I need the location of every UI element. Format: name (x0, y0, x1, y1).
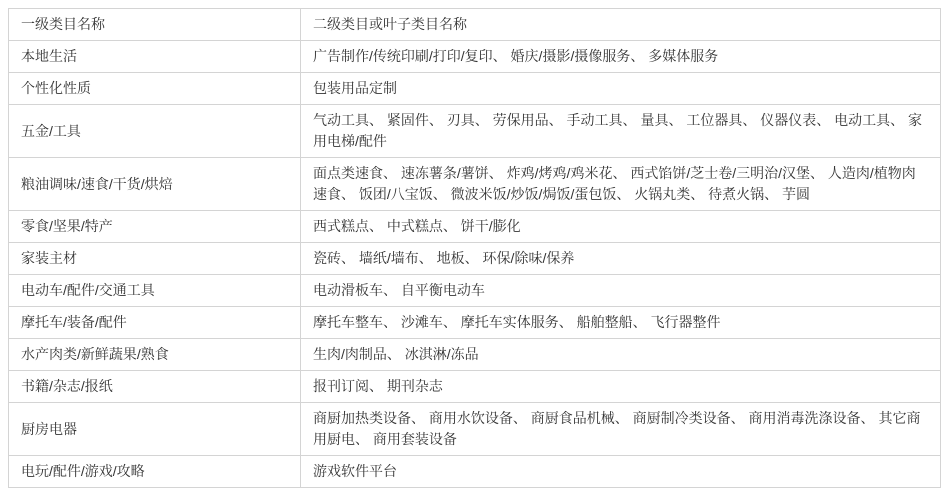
header-level2-category: 二级类目或叶子类目名称 (301, 9, 941, 41)
category-cell: 五金/工具 (9, 105, 301, 158)
table-row (9, 403, 941, 456)
table-row (9, 275, 941, 307)
table-row (9, 456, 941, 488)
subcategory-cell: 面点类速食、 速冻薯条/薯饼、 炸鸡/烤鸡/鸡米花、 西式馅饼/芝士卷/三明治/汉堡、 人造肉/植物肉速食、 饭团/八宝饭、 微波米饭/炒饭/焗饭/蛋包饭、 火锅丸类、 待煮火锅、 芋圆 (301, 158, 941, 211)
subcategory-cell: 电动滑板车、 自平衡电动车 (301, 275, 941, 307)
table-row (9, 339, 941, 371)
subcategory-cell: 生肉/肉制品、 冰淇淋/冻品 (301, 339, 941, 371)
category-cell: 电动车/配件/交通工具 (9, 275, 301, 307)
category-cell: 家装主材 (9, 243, 301, 275)
subcategory-cell: 西式糕点、 中式糕点、 饼干/膨化 (301, 211, 941, 243)
table-row (9, 307, 941, 339)
table-row (9, 41, 941, 73)
category-cell: 零食/坚果/特产 (9, 211, 301, 243)
subcategory-cell: 商厨加热类设备、 商用水饮设备、 商厨食品机械、 商厨制冷类设备、 商用消毒洗涤设备、 其它商用厨电、 商用套装设备 (301, 403, 941, 456)
header-level1-category: 一级类目名称 (9, 9, 301, 41)
subcategory-cell: 广告制作/传统印刷/打印/复印、 婚庆/摄影/摄像服务、 多媒体服务 (301, 41, 941, 73)
category-cell: 个性化性质 (9, 73, 301, 105)
category-table (8, 8, 941, 488)
table-row (9, 73, 941, 105)
subcategory-cell: 包装用品定制 (301, 73, 941, 105)
subcategory-cell: 摩托车整车、 沙滩车、 摩托车实体服务、 船舶整船、 飞行器整件 (301, 307, 941, 339)
category-cell: 摩托车/装备/配件 (9, 307, 301, 339)
subcategory-cell: 瓷砖、 墙纸/墙布、 地板、 环保/除味/保养 (301, 243, 941, 275)
category-cell: 粮油调味/速食/干货/烘焙 (9, 158, 301, 211)
table-header-row (9, 9, 941, 41)
category-cell: 本地生活 (9, 41, 301, 73)
subcategory-cell: 气动工具、 紧固件、 刃具、 劳保用品、 手动工具、 量具、 工位器具、 仪器仪表、 电动工具、 家用电梯/配件 (301, 105, 941, 158)
category-cell: 书籍/杂志/报纸 (9, 371, 301, 403)
subcategory-cell: 游戏软件平台 (301, 456, 941, 488)
table-row (9, 371, 941, 403)
table-row (9, 211, 941, 243)
category-cell: 水产肉类/新鲜蔬果/熟食 (9, 339, 301, 371)
table-row (9, 158, 941, 211)
table-row (9, 243, 941, 275)
category-cell: 厨房电器 (9, 403, 301, 456)
category-cell: 电玩/配件/游戏/攻略 (9, 456, 301, 488)
table-row (9, 105, 941, 158)
subcategory-cell: 报刊订阅、 期刊杂志 (301, 371, 941, 403)
